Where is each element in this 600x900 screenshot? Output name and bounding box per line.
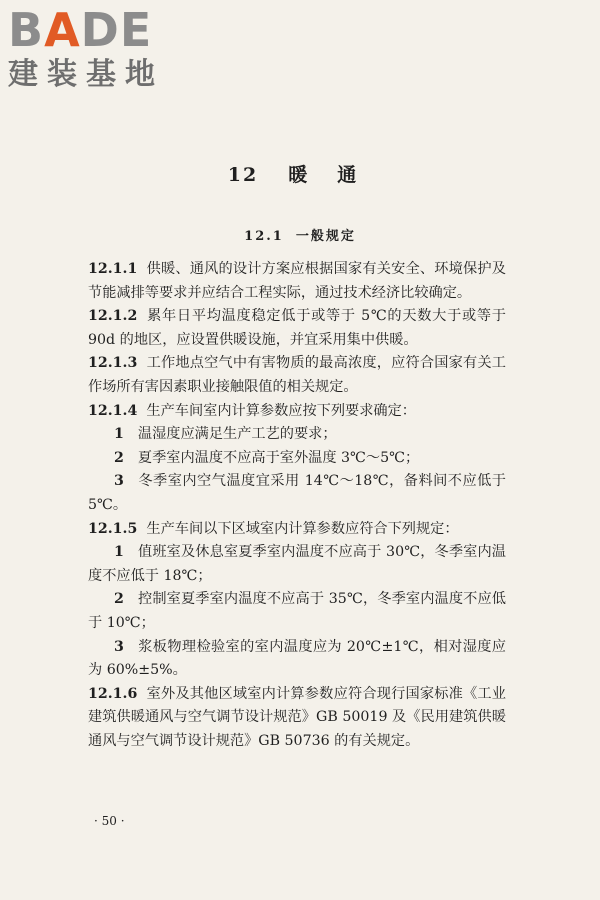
document-body [88,258,506,753]
logo-wordmark [8,3,178,57]
clause-number: 12.1.3 [88,355,138,372]
item-number: 3 [114,473,124,490]
section-title: 一般规定 [295,229,356,244]
item-number: 2 [114,449,124,466]
clause-12-1-4 [88,400,506,424]
list-item [88,636,506,683]
clause-12-1-2 [88,305,506,352]
clause-number: 12.1.5 [88,520,138,537]
chapter-title-char-2: 通 [337,164,359,186]
list-item [88,470,506,517]
clause-number: 12.1.1 [88,261,138,277]
item-text: 温湿度应满足生产工艺的要求； [137,426,337,443]
item-text: 控制室夏季室内温度不应高于 35℃，冬季室内温度不应低于 10℃； [88,591,506,631]
logo-letters-de: DE [80,3,153,57]
list-item [88,447,506,471]
section-heading [0,225,600,244]
chapter-title-char-1: 暖 [288,164,310,186]
clause-12-1-1 [88,258,506,305]
item-number: 1 [114,544,124,561]
clause-text: 累年日平均温度稳定低于或等于 5℃的天数大于或等于 90d 的地区，应设置供暖设施，并宜采用集中供暖。 [88,308,506,348]
clause-text: 工作地点空气中有害物质的最高浓度，应符合国家有关工作场所有害因素职业接触限值的相关规定。 [88,355,506,395]
clause-number: 12.1.6 [88,685,138,702]
item-text: 值班室及休息室夏季室内温度不应高于 30℃，冬季室内温度不应低于 18℃； [88,544,506,584]
logo-letter-a-accent: A [44,3,81,57]
logo-letter-b: B [8,3,45,57]
item-text: 冬季室内空气温度宜采用 14℃～18℃，备料间不应低于 5℃。 [88,473,506,513]
clause-text: 生产车间以下区域室内计算参数应符合下列规定： [146,520,459,537]
clause-12-1-5 [88,518,506,542]
chapter-number: 12 [227,164,259,186]
section-number: 12.1 [244,229,284,244]
clause-number: 12.1.2 [88,308,138,325]
page-number: · 50 · [94,814,125,828]
clause-12-1-6 [88,683,506,754]
brand-logo [8,3,178,92]
list-item [88,588,506,635]
list-item [88,541,506,588]
clause-text: 供暖、通风的设计方案应根据国家有关安全、环境保护及节能减排等要求并应结合工程实际，通过技术经济比较确定。 [88,261,506,301]
clause-12-1-3 [88,352,506,399]
item-number: 2 [114,591,124,608]
chapter-title [0,160,600,187]
item-text: 浆板物理检验室的室内温度应为 20℃±1℃，相对湿度应为 60%±5%。 [88,638,506,679]
item-text: 夏季室内温度不应高于室外温度 3℃～5℃； [137,449,420,466]
clause-number: 12.1.4 [88,402,138,419]
list-item [88,423,506,447]
clause-text: 室外及其他区域室内计算参数应符合现行国家标准《工业建筑供暖通风与空气调节设计规范》GB 50019 及《民用建筑供暖通风与空气调节设计规范》GB 50736 的有关规定。 [88,685,506,749]
clause-text: 生产车间室内计算参数应按下列要求确定： [146,402,416,419]
logo-subtitle: 建装基地 [8,57,164,92]
item-number: 3 [114,638,124,655]
item-number: 1 [114,426,124,443]
